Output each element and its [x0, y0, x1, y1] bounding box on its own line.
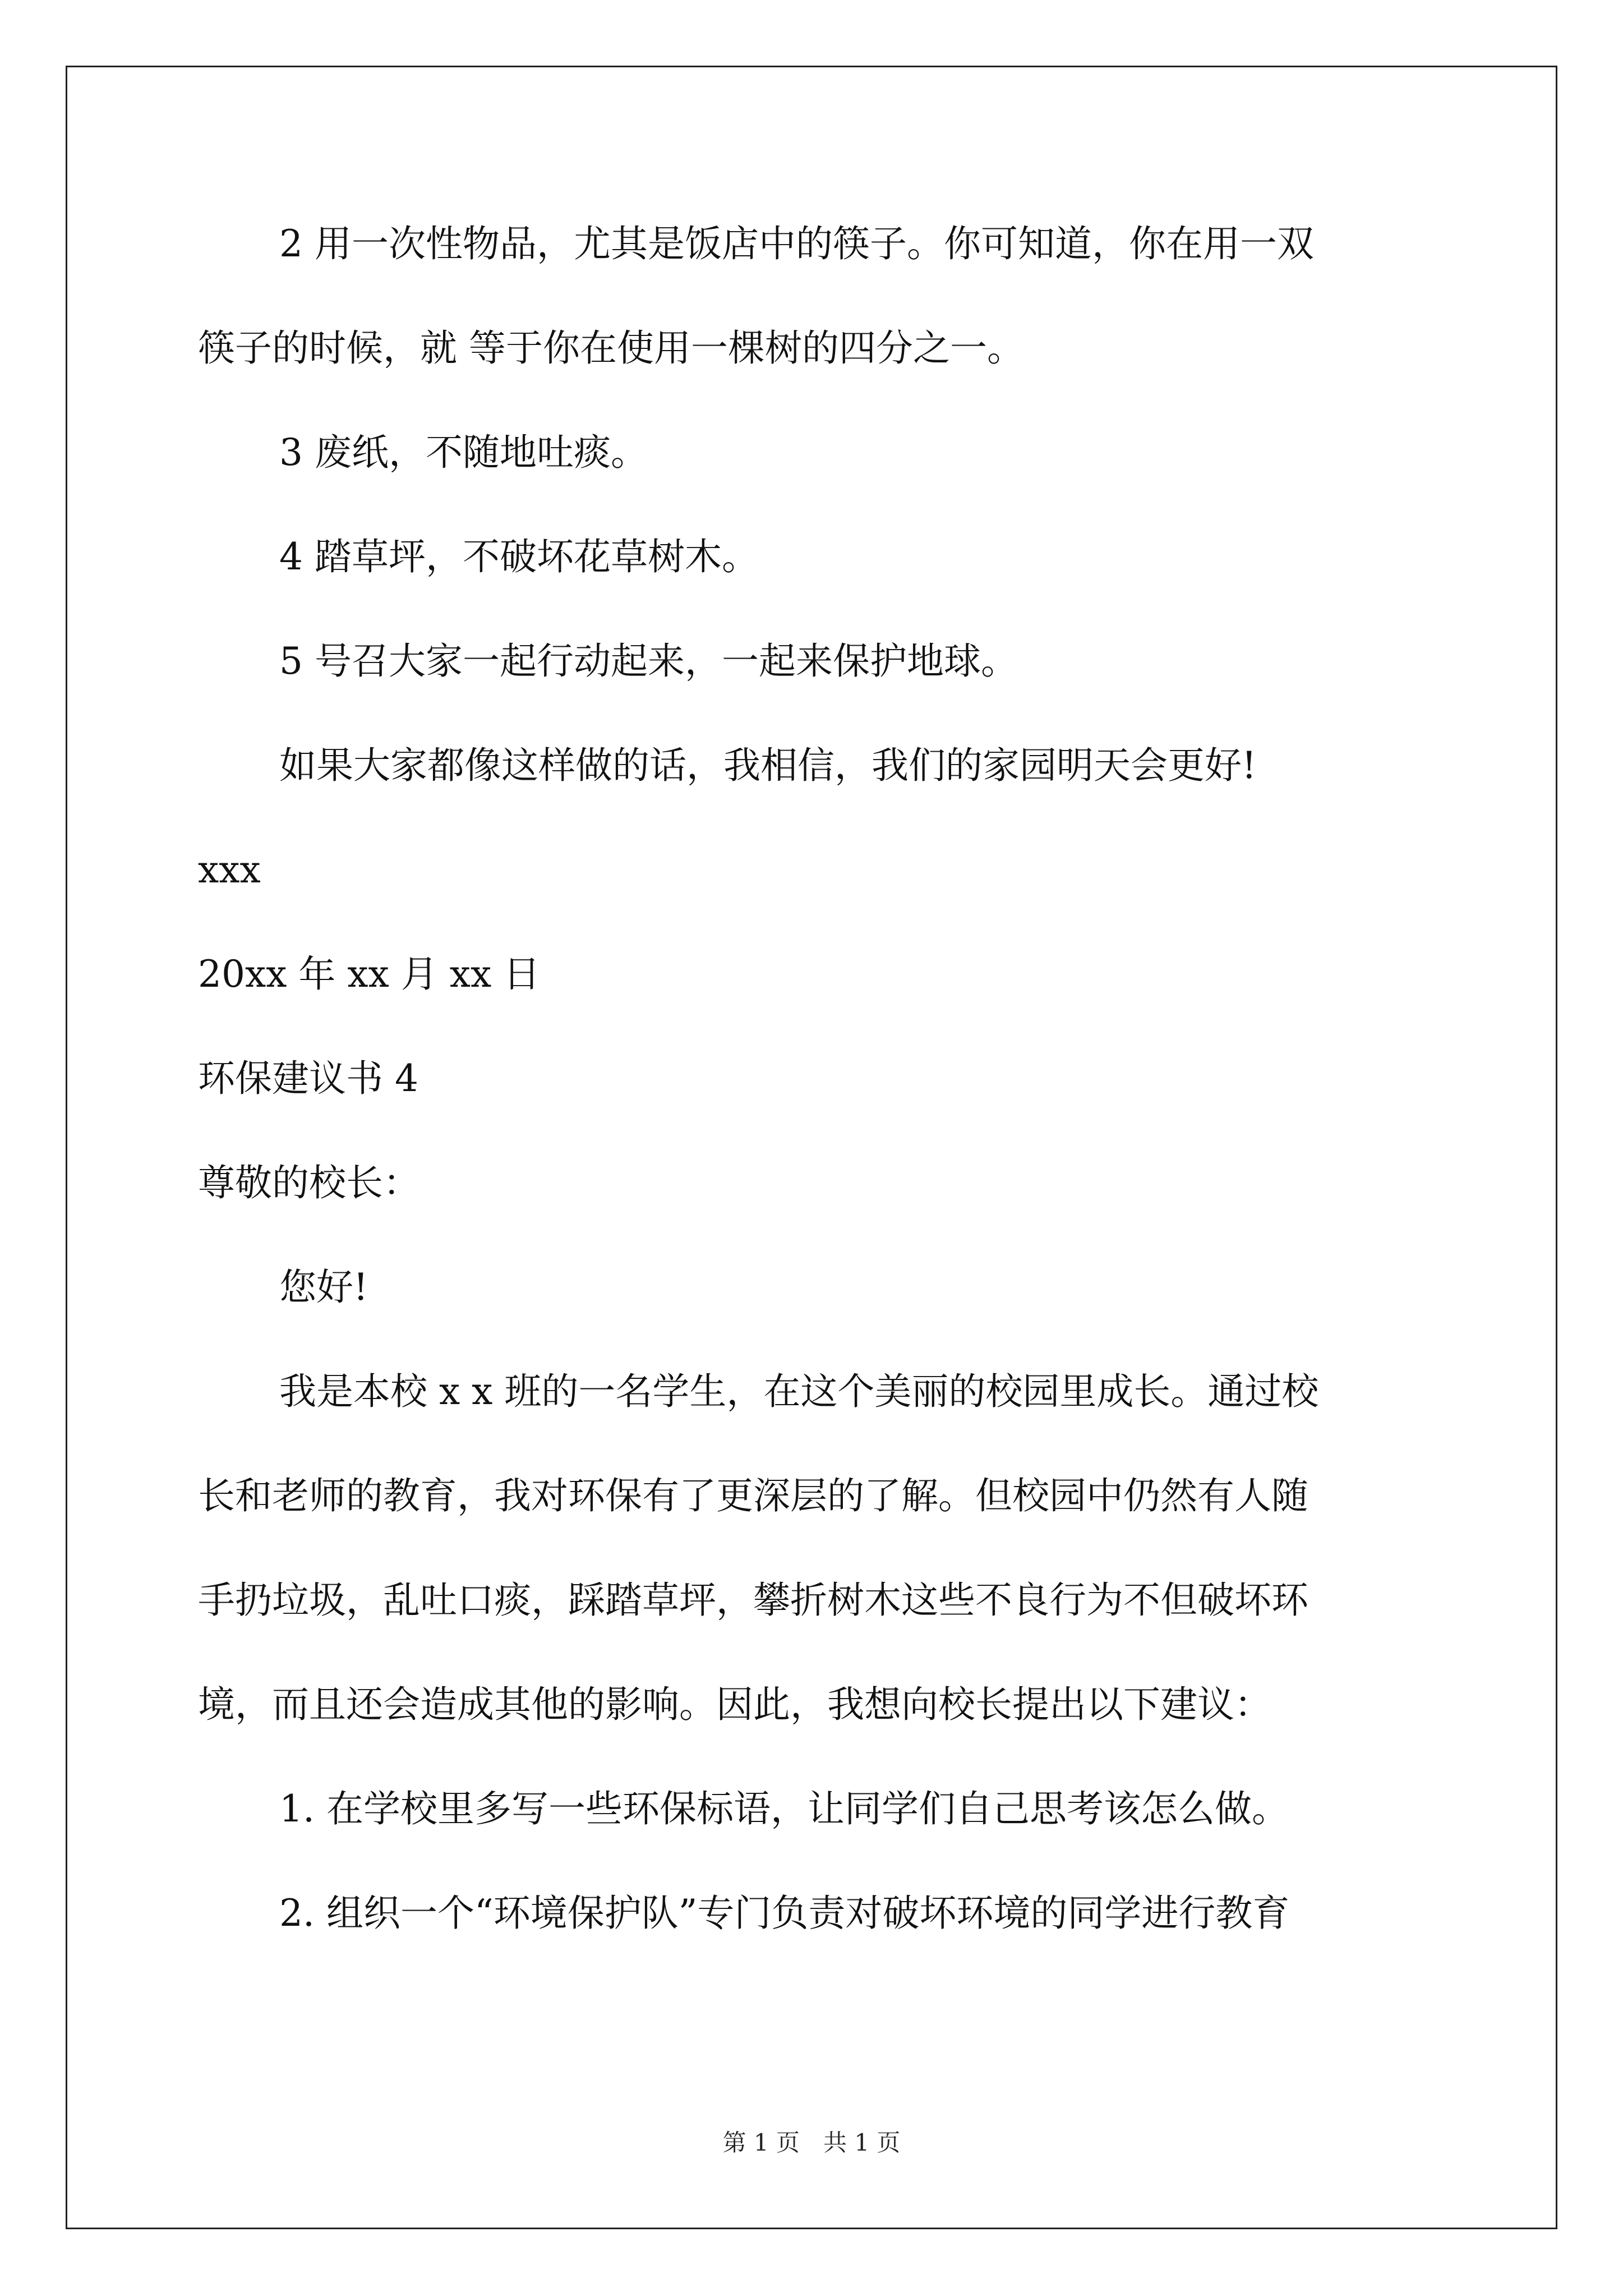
- body-line-12: 我是本校 x x 班的一名学生，在这个美丽的校园里成长。通过校: [279, 1370, 1319, 1413]
- section-title: 环保建议书 4: [198, 1057, 418, 1100]
- body-line-14: 手扔垃圾，乱吐口痰，踩踏草坪，攀折树木这些不良行为不但破坏环: [198, 1579, 1308, 1622]
- body-line-4: 4 踏草坪，不破坏花草树木。: [279, 535, 759, 578]
- suggestion-2: 2. 组织一个“环境保护队”专门负责对破坏环境的同学进行教育: [279, 1892, 1290, 1935]
- salutation: 尊敬的校长：: [198, 1161, 420, 1204]
- body-line-13: 长和老师的教育，我对环保有了更深层的了解。但校园中仍然有人随: [198, 1474, 1308, 1517]
- body-line-6: 如果大家都像这样做的话，我相信，我们的家园明天会更好!: [279, 744, 1257, 787]
- body-line-1: 2 用一次性物品，尤其是饭店中的筷子。你可知道，你在用一双: [279, 222, 1314, 265]
- body-line-5: 5 号召大家一起行动起来，一起来保护地球。: [279, 639, 1018, 683]
- body-line-15: 境，而且还会造成其他的影响。因此，我想向校长提出以下建议：: [198, 1683, 1271, 1726]
- greeting: 您好!: [279, 1266, 368, 1309]
- page-footer: 第 1 页 共 1 页: [722, 2129, 901, 2156]
- signature-date: 20xx 年 xx 月 xx 日: [198, 953, 541, 996]
- signature-name: xxx: [198, 848, 261, 891]
- document-body: [198, 222, 1432, 1995]
- suggestion-1: 1. 在学校里多写一些环保标语，让同学们自己思考该怎么做。: [279, 1787, 1289, 1830]
- body-line-3: 3 废纸，不随地吐痰。: [279, 431, 648, 474]
- body-line-2: 筷子的时候，就 等于你在使用一棵树的四分之一。: [198, 326, 1024, 370]
